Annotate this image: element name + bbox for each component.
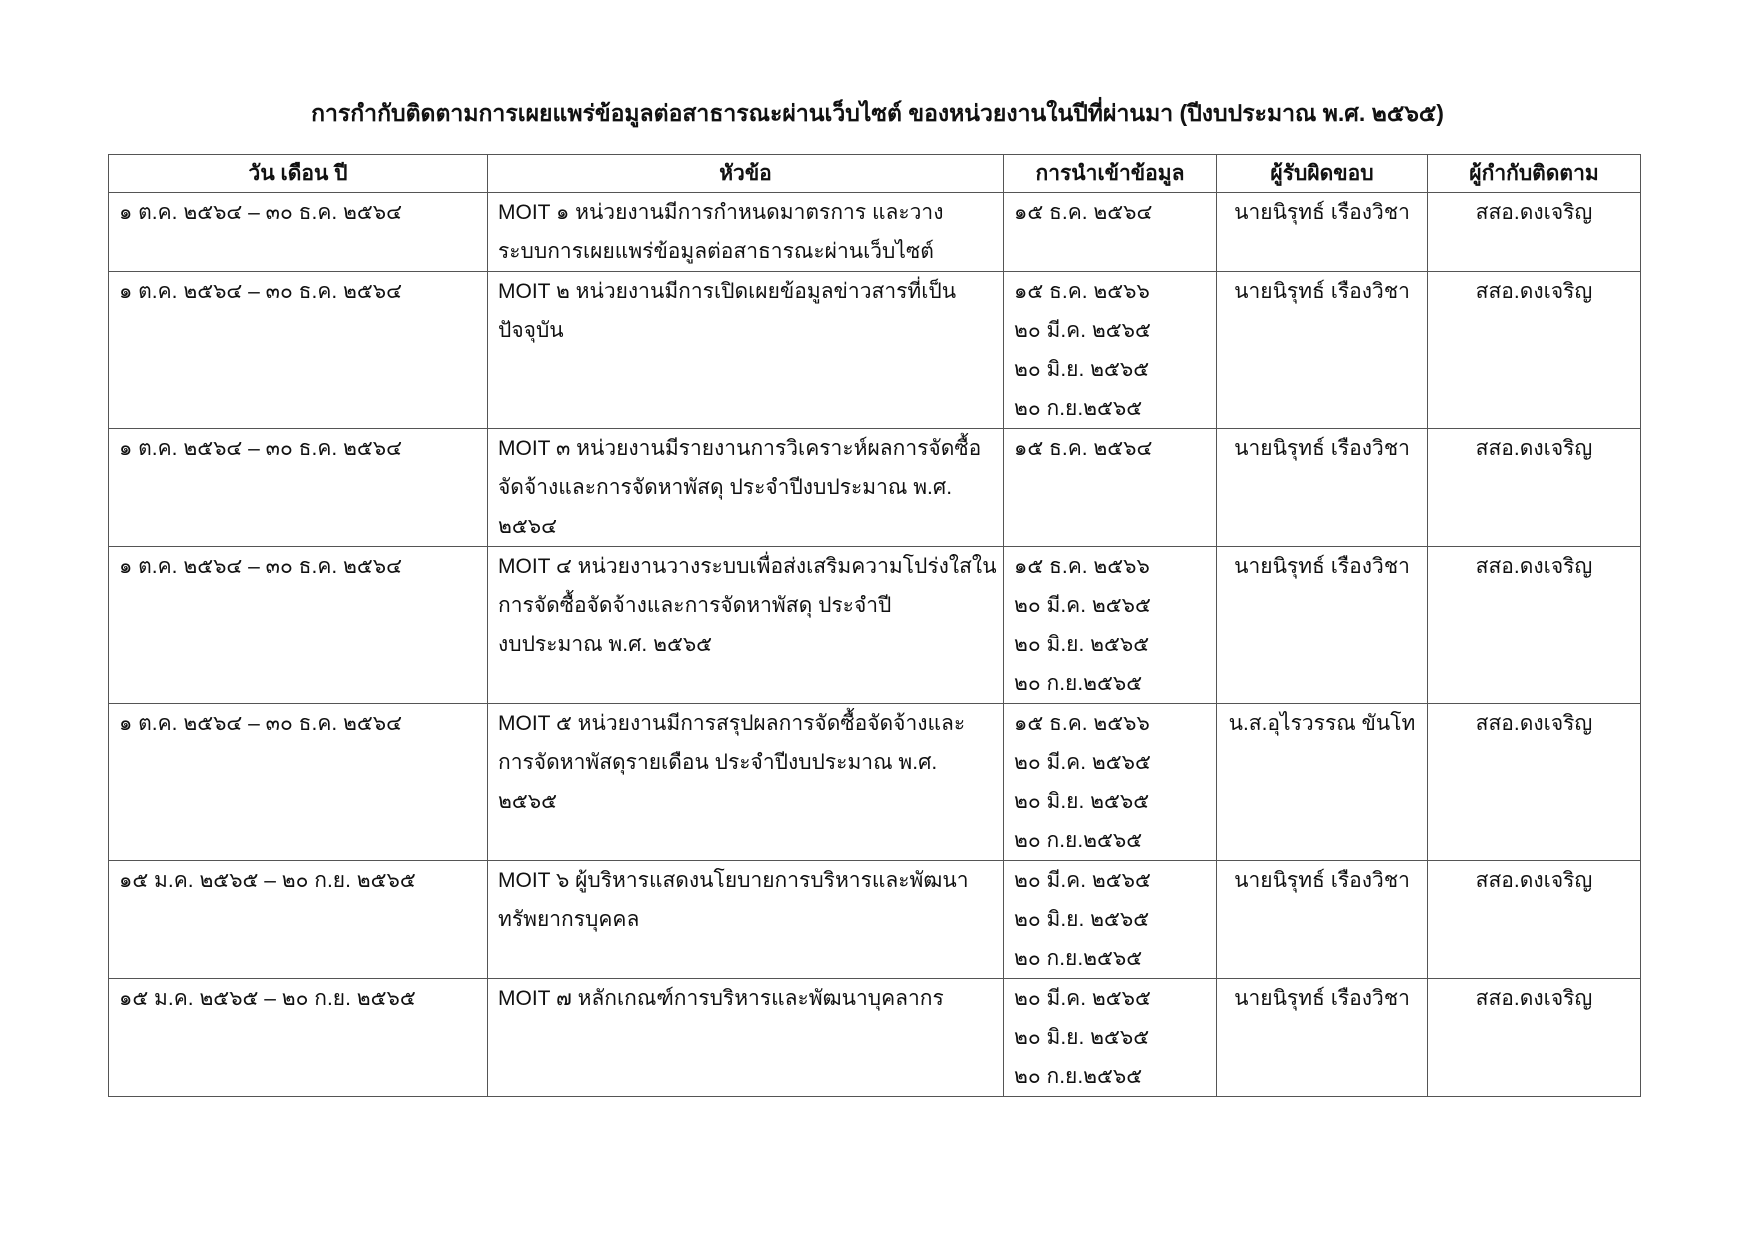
topic-line: MOIT ๗ หลักเกณฑ์การบริหารและพัฒนาบุคลากร <box>498 987 944 1010</box>
entry-date: ๑๕ ธ.ค. ๒๕๖๔ <box>1014 201 1153 224</box>
topic-line: MOIT ๔ หน่วยงานวางระบบเพื่อส่งเสริมความโปร่งใสใน <box>498 555 997 578</box>
supervisor-cell: สสอ.ดงเจริญ <box>1428 429 1641 547</box>
header-topic: หัวข้อ <box>488 155 1004 193</box>
supervisor-cell: สสอ.ดงเจริญ <box>1428 704 1641 861</box>
topic-line: MOIT ๖ ผู้บริหารแสดงนโยบายการบริหารและพัฒนา <box>498 869 969 892</box>
topic-cell <box>488 704 1004 861</box>
topic-cell <box>488 547 1004 704</box>
date-cell: ๑ ต.ค. ๒๕๖๔ – ๓๐ ธ.ค. ๒๕๖๔ <box>109 193 488 272</box>
table-row <box>109 193 1641 272</box>
supervisor-cell: สสอ.ดงเจริญ <box>1428 979 1641 1097</box>
date-cell: ๑ ต.ค. ๒๕๖๔ – ๓๐ ธ.ค. ๒๕๖๔ <box>109 547 488 704</box>
topic-cell <box>488 193 1004 272</box>
entry-date: ๒๐ มี.ค. ๒๕๖๕ <box>1014 594 1151 617</box>
data-entry-cell <box>1004 193 1217 272</box>
table-row <box>109 704 1641 861</box>
entry-date: ๒๐ ก.ย.๒๕๖๕ <box>1014 947 1143 970</box>
responsible-cell: นายนิรุทธ์ เรืองวิชา <box>1217 429 1428 547</box>
topic-line: งบประมาณ พ.ศ. ๒๕๖๕ <box>498 633 713 656</box>
header-supervisor: ผู้กำกับติดตาม <box>1428 155 1641 193</box>
entry-date: ๒๐ มี.ค. ๒๕๖๕ <box>1014 751 1151 774</box>
responsible-cell: นายนิรุทธ์ เรืองวิชา <box>1217 861 1428 979</box>
topic-cell <box>488 979 1004 1097</box>
topic-line: MOIT ๒ หน่วยงานมีการเปิดเผยข้อมูลข่าวสารที่เป็น <box>498 280 957 303</box>
date-cell: ๑ ต.ค. ๒๕๖๔ – ๓๐ ธ.ค. ๒๕๖๔ <box>109 272 488 429</box>
data-entry-cell <box>1004 429 1217 547</box>
date-cell: ๑๕ ม.ค. ๒๕๖๕ – ๒๐ ก.ย. ๒๕๖๕ <box>109 979 488 1097</box>
responsible-cell: น.ส.อุไรวรรณ ขันโท <box>1217 704 1428 861</box>
entry-date: ๒๐ มิ.ย. ๒๕๖๕ <box>1014 908 1150 931</box>
entry-date: ๒๐ มิ.ย. ๒๕๖๕ <box>1014 633 1150 656</box>
topic-line: ปัจจุบัน <box>498 319 564 342</box>
entry-date: ๒๐ มิ.ย. ๒๕๖๕ <box>1014 1026 1150 1049</box>
entry-date: ๒๐ มี.ค. ๒๕๖๕ <box>1014 869 1151 892</box>
topic-cell <box>488 429 1004 547</box>
entry-date: ๒๐ มี.ค. ๒๕๖๕ <box>1014 319 1151 342</box>
data-entry-cell <box>1004 861 1217 979</box>
supervisor-cell: สสอ.ดงเจริญ <box>1428 547 1641 704</box>
responsible-cell: นายนิรุทธ์ เรืองวิชา <box>1217 547 1428 704</box>
header-data-entry: การนำเข้าข้อมูล <box>1004 155 1217 193</box>
table-row <box>109 429 1641 547</box>
topic-line: MOIT ๕ หน่วยงานมีการสรุปผลการจัดซื้อจัดจ้างและ <box>498 712 966 735</box>
table-row <box>109 547 1641 704</box>
topic-line: การจัดซื้อจัดจ้างและการจัดหาพัสดุ ประจำปี <box>498 594 892 617</box>
data-entry-cell <box>1004 272 1217 429</box>
table-row <box>109 979 1641 1097</box>
topic-line: ทรัพยากรบุคคล <box>498 908 640 931</box>
entry-date: ๒๐ ก.ย.๒๕๖๕ <box>1014 1065 1143 1088</box>
topic-line: ระบบการเผยแพร่ข้อมูลต่อสาธารณะผ่านเว็บไซต์ <box>498 240 934 263</box>
monitoring-table <box>108 154 1641 1097</box>
entry-date: ๑๕ ธ.ค. ๒๕๖๔ <box>1014 437 1153 460</box>
topic-line: ๒๕๖๔ <box>498 515 557 538</box>
entry-date: ๒๐ ก.ย.๒๕๖๕ <box>1014 672 1143 695</box>
topic-line: MOIT ๓ หน่วยงานมีรายงานการวิเคราะห์ผลการจัดซื้อ <box>498 437 982 460</box>
topic-line: ๒๕๖๕ <box>498 790 557 813</box>
topic-cell <box>488 861 1004 979</box>
entry-date: ๒๐ ก.ย.๒๕๖๕ <box>1014 829 1143 852</box>
table-row <box>109 272 1641 429</box>
document-title: การกำกับติดตามการเผยแพร่ข้อมูลต่อสาธารณะผ่านเว็บไซต์ ของหน่วยงานในปีที่ผ่านมา (ปีงบประมาณ พ.ศ. ๒๕๖๕) <box>311 100 1444 126</box>
responsible-cell: นายนิรุทธ์ เรืองวิชา <box>1217 979 1428 1097</box>
responsible-cell: นายนิรุทธ์ เรืองวิชา <box>1217 272 1428 429</box>
data-entry-cell <box>1004 979 1217 1097</box>
entry-date: ๑๕ ธ.ค. ๒๕๖๖ <box>1014 712 1150 735</box>
entry-date: ๑๕ ธ.ค. ๒๕๖๖ <box>1014 280 1150 303</box>
entry-date: ๒๐ ก.ย.๒๕๖๕ <box>1014 397 1143 420</box>
responsible-cell: นายนิรุทธ์ เรืองวิชา <box>1217 193 1428 272</box>
entry-date: ๒๐ มิ.ย. ๒๕๖๕ <box>1014 358 1150 381</box>
date-cell: ๑ ต.ค. ๒๕๖๔ – ๓๐ ธ.ค. ๒๕๖๔ <box>109 704 488 861</box>
table-header-row <box>109 155 1641 193</box>
entry-date: ๒๐ มิ.ย. ๒๕๖๕ <box>1014 790 1150 813</box>
table-row <box>109 861 1641 979</box>
entry-date: ๒๐ มี.ค. ๒๕๖๕ <box>1014 987 1151 1010</box>
date-cell: ๑๕ ม.ค. ๒๕๖๕ – ๒๐ ก.ย. ๒๕๖๕ <box>109 861 488 979</box>
header-responsible: ผู้รับผิดขอบ <box>1217 155 1428 193</box>
supervisor-cell: สสอ.ดงเจริญ <box>1428 861 1641 979</box>
entry-date: ๑๕ ธ.ค. ๒๕๖๖ <box>1014 555 1150 578</box>
supervisor-cell: สสอ.ดงเจริญ <box>1428 193 1641 272</box>
topic-line: MOIT ๑ หน่วยงานมีการกำหนดมาตรการ และวาง <box>498 201 944 224</box>
data-entry-cell <box>1004 547 1217 704</box>
topic-line: การจัดหาพัสดุรายเดือน ประจำปีงบประมาณ พ.ศ. <box>498 751 938 774</box>
topic-line: จัดจ้างและการจัดหาพัสดุ ประจำปีงบประมาณ พ.ศ. <box>498 476 953 499</box>
supervisor-cell: สสอ.ดงเจริญ <box>1428 272 1641 429</box>
date-cell: ๑ ต.ค. ๒๕๖๔ – ๓๐ ธ.ค. ๒๕๖๔ <box>109 429 488 547</box>
header-date: วัน เดือน ปี <box>109 155 488 193</box>
data-entry-cell <box>1004 704 1217 861</box>
topic-cell <box>488 272 1004 429</box>
